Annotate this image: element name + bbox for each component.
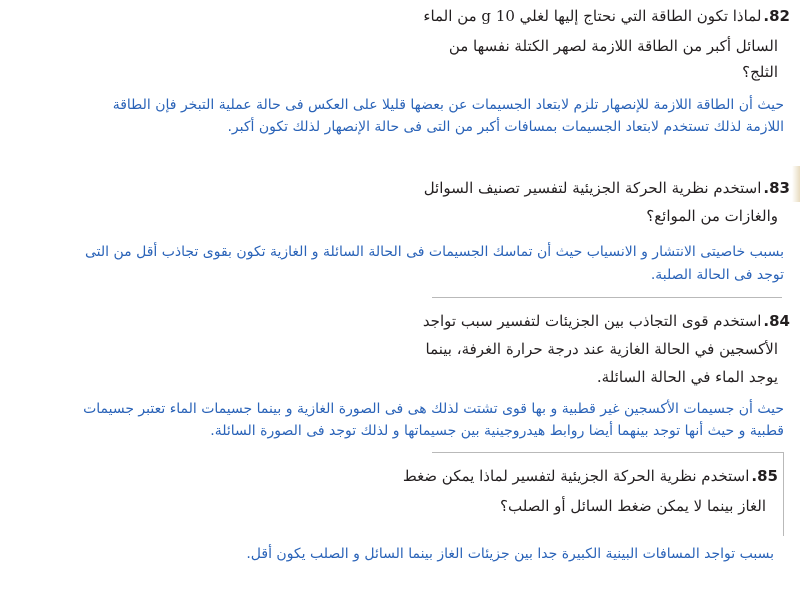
section-divider: [432, 297, 782, 298]
answer-82-line-1: حيث أن الطاقة اللازمة للإنصهار تلزم لابتعاد الجسيمات عن بعضها قليلا على العكس فى حالة عملية التبخر فإن الطاقة: [112, 97, 784, 113]
question-text: لماذا تكون الطاقة التي نحتاج إليها لغلي 10 g من الماء: [423, 7, 762, 25]
answer-85-line-1: بسبب تواجد المسافات البينية الكبيرة جدا بين جزيئات الغاز بينما السائل و الصلب يكون أقل.: [246, 546, 774, 562]
question-84-line-1: [423, 311, 790, 331]
question-83-line-2: والغازات من الموائع؟: [646, 207, 778, 225]
question-text: استخدم نظرية الحركة الجزيئية لتفسير لماذا يمكن ضغط: [402, 467, 750, 485]
answer-83-line-1: بسبب خاصيتى الانتشار و الانسياب حيث أن تماسك الجسيمات فى الحالة السائلة و الغازية تكون بقوى تجاذب أقل من التى: [84, 244, 784, 260]
answer-84-line-2: قطبية و حيث أنها توجد بينهما أيضا روابط هيدروجينية بين جسيماتها و لذلك توجد فى الصورة السائلة.: [210, 423, 784, 439]
question-84-line-3: يوجد الماء في الحالة السائلة.: [596, 368, 778, 386]
question-82-line-3: الثلج؟: [742, 63, 778, 81]
question-82-line-2: السائل أكبر من الطاقة اللازمة لصهر الكتلة نفسها من: [448, 37, 778, 55]
question-83-line-1: [424, 178, 790, 198]
question-84-line-2: الأكسجين في الحالة الغازية عند درجة حرارة الغرفة، بينما: [425, 340, 778, 358]
answer-84-line-1: حيث أن جسيمات الأكسجين غير قطبية و بها قوى تشتت لذلك هى فى الصورة الغازية و بينما جسيمات الماء تعتبر جسيمات: [83, 401, 784, 417]
question-85-line-2: الغاز بينما لا يمكن ضغط السائل أو الصلب؟: [500, 497, 766, 515]
margin-shadow: [792, 166, 800, 202]
question-text: استخدم قوى التجاذب بين الجزيئات لتفسير سبب تواجد: [422, 312, 762, 330]
question-number: 82.: [763, 7, 790, 25]
question-number: 85.: [751, 467, 778, 485]
question-85-line-1: [403, 466, 778, 486]
answer-82-line-2: اللازمة لذلك تستخدم لابتعاد الجسيمات بمسافات أكبر من التى فى حالة الإنصهار لذلك تكون أكبر.: [227, 119, 784, 135]
question-number: 84.: [763, 312, 790, 330]
answer-83-line-2: توجد فى الحالة الصلبة.: [650, 267, 784, 283]
section-divider: [432, 452, 784, 453]
question-text: استخدم نظرية الحركة الجزيئية لتفسير تصنيف السوائل: [423, 179, 762, 197]
question-82-line-1: [423, 6, 790, 26]
section-bracket: [783, 452, 784, 536]
question-number: 83.: [763, 179, 790, 197]
